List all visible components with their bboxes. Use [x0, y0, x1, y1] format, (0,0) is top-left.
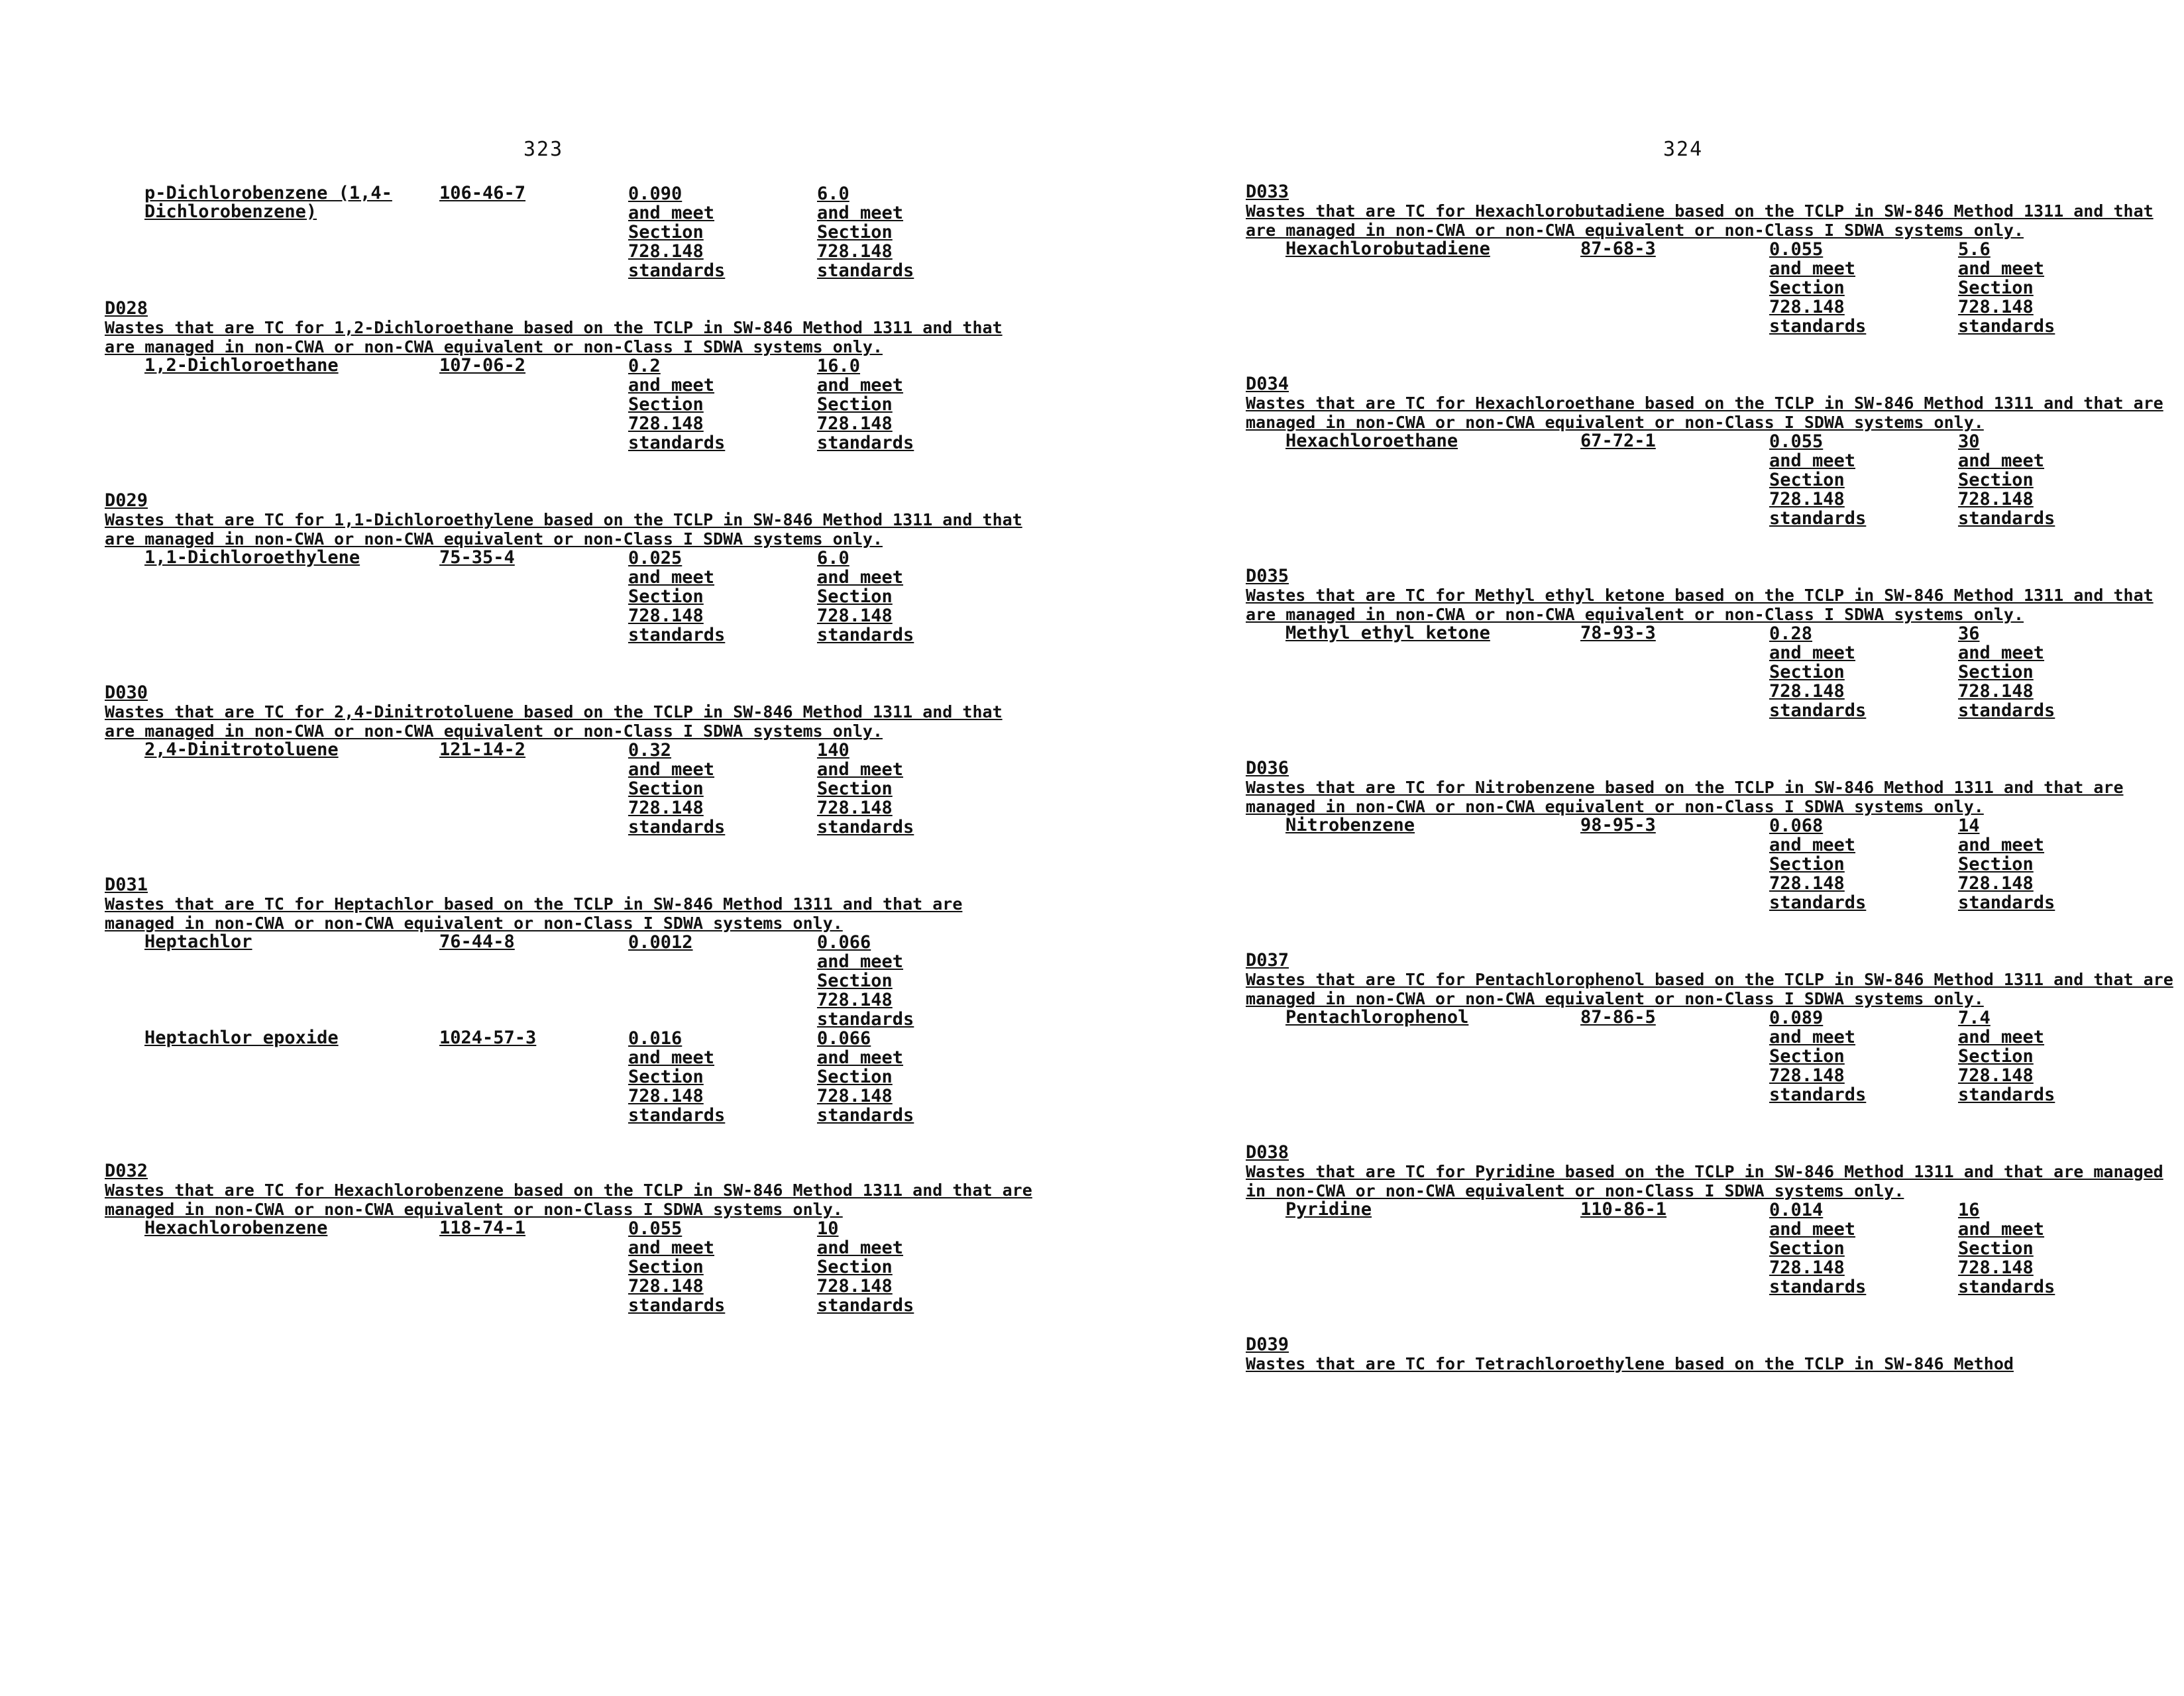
cas-number: 106-46-7 — [439, 183, 526, 203]
waste-code: D036 — [1246, 758, 1289, 778]
cas-number: 87-68-3 — [1580, 238, 1656, 259]
waste-code: D034 — [1246, 374, 1289, 394]
standard-col2: 14 and meet Section 728.148 standards — [1958, 816, 2055, 913]
standard-col1: 0.068 and meet Section 728.148 standards — [1769, 816, 1867, 913]
standard-col1: 0.090 and meet Section 728.148 standards — [628, 184, 726, 281]
constituent-name: Pentachlorophenol — [1285, 1007, 1469, 1028]
waste-description: Wastes that are TC for Pentachlorophenol based on the TCLP in SW-846 Method 1311 and that are managed in non-CWA or non-CWA equivalent or non-Class I SDWA systems only. — [1246, 970, 2173, 1008]
table-row — [105, 933, 1052, 1029]
waste-code: D035 — [1246, 566, 1289, 586]
table-row — [1246, 240, 2184, 336]
waste-code: D030 — [105, 682, 148, 703]
entry-d033 — [1246, 183, 2184, 336]
table-row — [105, 1219, 1052, 1315]
standard-col2: 10 and meet Section 728.148 standards — [817, 1218, 914, 1316]
entry-continuation — [105, 184, 1052, 280]
cas-number: 110-86-1 — [1580, 1199, 1667, 1220]
standard-col1: 0.32 and meet Section 728.148 standards — [628, 740, 726, 837]
table-row — [1246, 624, 2184, 720]
entry-d028 — [105, 299, 1052, 452]
standard-col1: 0.014 and meet Section 728.148 standards — [1769, 1200, 1867, 1297]
entry-d029 — [105, 492, 1052, 645]
constituent-name: Heptachlor — [144, 931, 252, 952]
cas-number: 1024-57-3 — [439, 1028, 537, 1048]
standard-col2: 16 and meet Section 728.148 standards — [1958, 1200, 2055, 1297]
table-row — [1246, 1200, 2184, 1297]
constituent-name: Hexachlorobutadiene — [1285, 238, 1490, 259]
table-row — [105, 184, 1052, 280]
waste-description: Wastes that are TC for Nitrobenzene based on the TCLP in SW-846 Method 1311 and that are managed in non-CWA or non-CWA equivalent or non-Class I SDWA systems only. — [1246, 778, 2124, 816]
constituent-name: 2,4-Dinitrotoluene — [144, 739, 339, 760]
entry-d035 — [1246, 567, 2184, 720]
entry-d036 — [1246, 759, 2184, 912]
page-right — [1092, 0, 2184, 1696]
waste-code: D032 — [105, 1161, 148, 1181]
cas-number: 98-95-3 — [1580, 815, 1656, 835]
standard-col2: 16.0 and meet Section 728.148 standards — [817, 356, 914, 453]
waste-code: D029 — [105, 490, 148, 511]
cas-number: 76-44-8 — [439, 931, 515, 952]
standard-col1: 0.055 and meet Section 728.148 standards — [1769, 239, 1867, 337]
constituent-name: Hexachlorobenzene — [144, 1218, 328, 1238]
entry-d034 — [1246, 375, 2184, 528]
waste-code: D038 — [1246, 1142, 1289, 1163]
waste-description: Wastes that are TC for Methyl ethyl ketone based on the TCLP in SW-846 Method 1311 and that are managed in non-CWA or non-CWA equivalent or non-Class I SDWA systems only. — [1246, 586, 2154, 624]
entry-d031 — [105, 876, 1052, 1125]
table-row — [1246, 816, 2184, 912]
waste-code: D037 — [1246, 950, 1289, 971]
standard-col1: 0.089 and meet Section 728.148 standards — [1769, 1008, 1867, 1105]
cas-number: 78-93-3 — [1580, 623, 1656, 643]
waste-code: D039 — [1246, 1334, 1289, 1355]
constituent-name: Hexachloroethane — [1285, 431, 1458, 451]
constituent-name: p-Dichlorobenzene (1,4- Dichlorobenzene) — [144, 183, 392, 222]
constituent-name: Heptachlor epoxide — [144, 1028, 339, 1048]
constituent-name: Pyridine — [1285, 1199, 1372, 1220]
standard-col2: 0.066 and meet Section 728.148 standards — [817, 1028, 914, 1126]
standard-col1: 0.025 and meet Section 728.148 standards — [628, 548, 726, 645]
cas-number: 118-74-1 — [439, 1218, 526, 1238]
standard-col2: 36 and meet Section 728.148 standards — [1958, 623, 2055, 721]
waste-code: D028 — [105, 298, 148, 319]
standard-col2: 30 and meet Section 728.148 standards — [1958, 431, 2055, 529]
standard-col2: 6.0 and meet Section 728.148 standards — [817, 548, 914, 645]
constituent-name: 1,2-Dichloroethane — [144, 355, 339, 376]
table-row — [105, 356, 1052, 452]
waste-description: Wastes that are TC for Heptachlor based on the TCLP in SW-846 Method 1311 and that are managed in non-CWA or non-CWA equivalent or non-Class I SDWA systems only. — [105, 894, 963, 933]
cas-number: 87-86-5 — [1580, 1007, 1656, 1028]
constituent-name: 1,1-Dichloroethylene — [144, 547, 360, 568]
waste-description: Wastes that are TC for Hexachlorobenzene based on the TCLP in SW-846 Method 1311 and that are managed in non-CWA or non-CWA equivalent or non-Class I SDWA systems only. — [105, 1181, 1032, 1219]
cas-number: 67-72-1 — [1580, 431, 1656, 451]
standard-col2: 5.6 and meet Section 728.148 standards — [1958, 239, 2055, 337]
constituent-name: Methyl ethyl ketone — [1285, 623, 1490, 643]
waste-description: Wastes that are TC for Pyridine based on the TCLP in SW-846 Method 1311 and that are managed in non-CWA or non-CWA equivalent or non-Class I SDWA systems only. — [1246, 1162, 2163, 1200]
waste-code: D031 — [105, 874, 148, 895]
waste-description: Wastes that are TC for 2,4-Dinitrotoluene based on the TCLP in SW-846 Method 1311 and that are managed in non-CWA or non-CWA equivalent or non-Class I SDWA systems only. — [105, 702, 1003, 741]
table-row — [105, 741, 1052, 837]
waste-code: D033 — [1246, 182, 1289, 202]
page-number: 324 — [1663, 138, 1704, 161]
standard-col2: 7.4 and meet Section 728.148 standards — [1958, 1008, 2055, 1105]
waste-description: Wastes that are TC for 1,1-Dichloroethylene based on the TCLP in SW-846 Method 1311 and that are managed in non-CWA or non-CWA equivalent or non-Class I SDWA systems only. — [105, 510, 1022, 549]
cas-number: 121-14-2 — [439, 739, 526, 760]
standard-col1: 0.016 and meet Section 728.148 standards — [628, 1028, 726, 1126]
cas-number: 107-06-2 — [439, 355, 526, 376]
standard-col1: 0.055 and meet Section 728.148 standards — [1769, 431, 1867, 529]
table-row — [105, 1029, 1052, 1125]
standard-col1: 0.2 and meet Section 728.148 standards — [628, 356, 726, 453]
entry-d032 — [105, 1162, 1052, 1315]
waste-description: Wastes that are TC for Hexachloroethane based on the TCLP in SW-846 Method 1311 and that are managed in non-CWA or non-CWA equivalent or non-Class I SDWA systems only. — [1246, 394, 2163, 432]
table-row — [1246, 1008, 2184, 1104]
entry-d037 — [1246, 951, 2184, 1104]
entry-d039 — [1246, 1336, 2184, 1373]
table-row — [105, 549, 1052, 645]
standard-col1: 0.28 and meet Section 728.148 standards — [1769, 623, 1867, 721]
constituent-name: Nitrobenzene — [1285, 815, 1415, 835]
standard-col2: 140 and meet Section 728.148 standards — [817, 740, 914, 837]
table-row — [1246, 432, 2184, 528]
entry-d038 — [1246, 1143, 2184, 1297]
waste-description: Wastes that are TC for Tetrachloroethylene based on the TCLP in SW-846 Method — [1246, 1354, 2014, 1373]
page-number: 323 — [523, 138, 564, 161]
entry-d030 — [105, 684, 1052, 837]
waste-description: Wastes that are TC for 1,2-Dichloroethane based on the TCLP in SW-846 Method 1311 and that are managed in non-CWA or non-CWA equivalent or non-Class I SDWA systems only. — [105, 318, 1003, 356]
cas-number: 75-35-4 — [439, 547, 515, 568]
standard-col2: 6.0 and meet Section 728.148 standards — [817, 184, 914, 281]
standard-col1: 0.0012 — [628, 932, 693, 953]
standard-col2: 0.066 and meet Section 728.148 standards — [817, 932, 914, 1030]
waste-description: Wastes that are TC for Hexachlorobutadiene based on the TCLP in SW-846 Method 1311 and that are managed in non-CWA or non-CWA equivalent or non-Class I SDWA systems only. — [1246, 201, 2154, 240]
standard-col1: 0.055 and meet Section 728.148 standards — [628, 1218, 726, 1316]
